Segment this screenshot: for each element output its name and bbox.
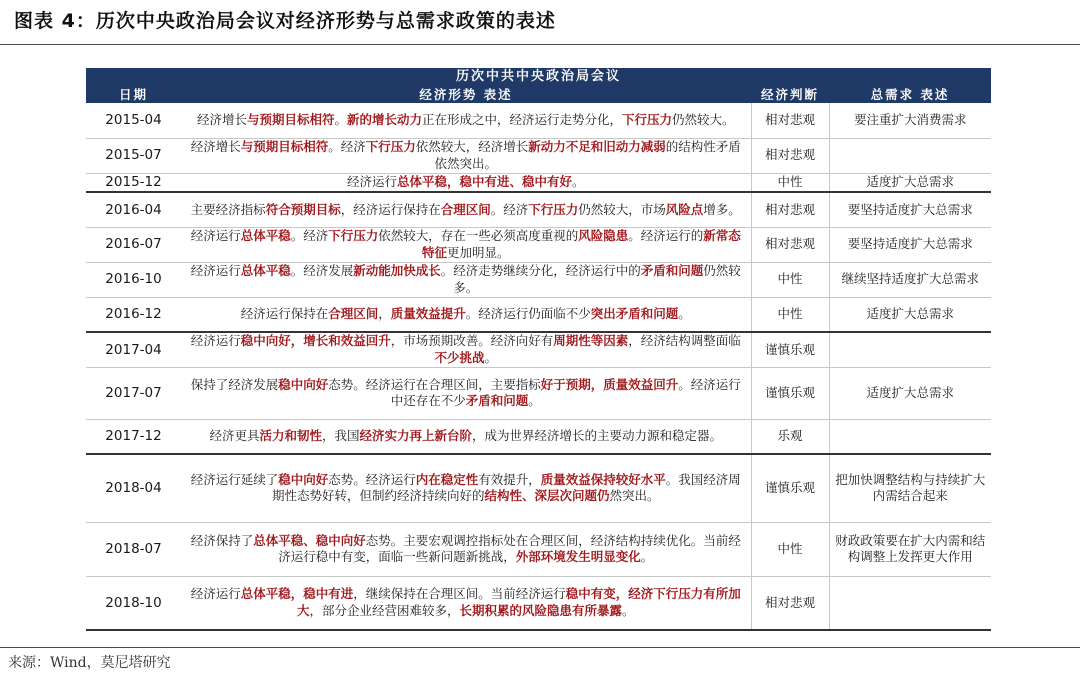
table-row [86, 103, 991, 138]
highlight-phrase: 与预期目标相符 [240, 139, 329, 154]
row-economy-text [181, 454, 751, 522]
text-segment: 。 [678, 306, 691, 321]
row-date: 2016-12 [86, 297, 181, 332]
highlight-phrase: 新常态特征 [421, 228, 741, 260]
highlight-phrase: 新的增长动力 [346, 112, 422, 127]
row-economy-text [181, 192, 751, 227]
table-row [86, 419, 991, 454]
highlight-phrase: 总体平稳，稳中有进 [240, 586, 354, 602]
text-segment: 。 [640, 549, 654, 564]
row-demand: 要注重扩大消费需求 [829, 103, 991, 138]
highlight-phrase: 突出矛盾和问题 [590, 306, 679, 321]
row-demand: 适度扩大总需求 [829, 367, 991, 419]
highlight-phrase: 新动力不足和旧动力减弱 [528, 139, 666, 154]
highlight-phrase: 内在稳定性 [415, 471, 479, 487]
text-segment: 经济运行 [190, 333, 241, 349]
row-demand: 适度扩大总需求 [829, 173, 991, 192]
policy-table [86, 68, 991, 631]
row-date: 2016-04 [86, 192, 181, 227]
figure-title: 图表 4：历次中央政治局会议对经济形势与总需求政策的表述 [14, 10, 556, 32]
text-segment: ，我国 [321, 428, 360, 443]
table-row [86, 522, 991, 576]
highlight-phrase: 活力和韧性 [259, 428, 322, 443]
text-segment: 有效提升， [478, 471, 541, 487]
row-judgement: 中性 [751, 297, 829, 332]
row-judgement: 相对悲观 [751, 576, 829, 630]
highlight-phrase: 长期积累的风险隐患有所暴露 [459, 602, 623, 618]
table-header-row [86, 86, 991, 103]
row-economy-text [181, 297, 751, 332]
highlight-phrase: 稳中向好 [278, 471, 329, 487]
highlight-phrase: 不少挑战 [434, 349, 485, 365]
row-date: 2018-07 [86, 522, 181, 576]
bottom-divider [0, 647, 1080, 648]
table-row [86, 227, 991, 262]
row-date: 2018-10 [86, 576, 181, 630]
row-date: 2017-04 [86, 332, 181, 367]
text-segment: ，继续保持在合理区间。当前经济运行 [353, 586, 566, 602]
table-row [86, 576, 991, 630]
row-judgement: 中性 [751, 522, 829, 576]
highlight-phrase: 下行压力 [365, 139, 416, 154]
row-economy-text [181, 227, 751, 262]
row-date: 2015-12 [86, 173, 181, 192]
row-judgement: 相对悲观 [751, 192, 829, 227]
text-segment: 正在形成之中，经济运行走势分化， [422, 112, 623, 127]
table-title: 历次中共中央政治局会议 [86, 68, 991, 86]
highlight-phrase: 总体平稳 [240, 228, 291, 243]
row-date: 2015-07 [86, 138, 181, 173]
text-segment: 。经济走势继续分化，经济运行中的 [440, 263, 641, 278]
text-segment: 主要经济指标 [190, 201, 266, 217]
text-segment: 。 [528, 393, 541, 408]
text-segment: 。经济运行中还存在不少 [390, 376, 741, 408]
text-segment: 经济运行 [190, 228, 241, 243]
row-demand: 继续坚持适度扩大总需求 [829, 262, 991, 297]
row-judgement: 乐观 [751, 419, 829, 454]
text-segment: 经济运行 [346, 174, 397, 189]
text-segment: 仍然较大，市场 [578, 201, 666, 217]
row-demand: 适度扩大总需求 [829, 297, 991, 332]
row-demand: 要坚持适度扩大总需求 [829, 192, 991, 227]
text-segment: 经济增长 [196, 112, 247, 127]
text-segment: 。 [572, 174, 585, 189]
header-demand: 总需求 表述 [829, 86, 991, 103]
highlight-phrase: 结构性、深层次问题仍 [484, 488, 610, 504]
text-segment: 经济增长 [190, 139, 241, 154]
text-segment: 。 [334, 112, 347, 127]
row-judgement: 中性 [751, 173, 829, 192]
row-date: 2016-10 [86, 262, 181, 297]
text-segment: 仍然较多。 [453, 263, 741, 295]
text-segment: 更加明显。 [447, 244, 510, 260]
row-demand [829, 138, 991, 173]
row-judgement: 中性 [751, 262, 829, 297]
row-demand: 把加快调整结构与持续扩大内需结合起来 [829, 454, 991, 522]
row-judgement: 相对悲观 [751, 227, 829, 262]
row-judgement: 谨慎乐观 [751, 332, 829, 367]
row-demand [829, 419, 991, 454]
source-note: 来源：Wind，莫尼塔研究 [8, 655, 171, 671]
highlight-phrase: 周期性等因素 [553, 333, 629, 349]
table-row [86, 332, 991, 367]
highlight-phrase: 风险点 [665, 201, 704, 217]
text-segment: 经济运行延续了 [190, 471, 279, 487]
row-judgement: 谨慎乐观 [751, 367, 829, 419]
row-economy-text [181, 262, 751, 297]
header-economy: 经济形势 表述 [181, 86, 751, 103]
text-segment: 然突出。 [609, 488, 660, 504]
text-segment: 。经济发展 [290, 263, 354, 278]
highlight-phrase: 矛盾和问题 [465, 393, 529, 408]
text-segment: 。经济 [490, 201, 529, 217]
table-row [86, 262, 991, 297]
highlight-phrase: 符合预期目标 [265, 201, 341, 217]
row-judgement: 相对悲观 [751, 103, 829, 138]
text-segment: ，市场预期改善。经济向好有 [390, 333, 554, 349]
table-row [86, 454, 991, 522]
table-row [86, 367, 991, 419]
text-segment: 经济更具 [209, 428, 260, 443]
text-segment: 。经济 [328, 139, 366, 154]
highlight-phrase: 下行压力 [328, 228, 379, 243]
text-segment: 态势。经济运行 [328, 471, 416, 487]
row-demand [829, 576, 991, 630]
table-row [86, 192, 991, 227]
text-segment: 依然较大，经济增长 [415, 139, 529, 154]
text-segment: 。我国经济周期性态势好转，但制约经济持续向好的 [271, 471, 741, 504]
row-economy-text [181, 173, 751, 192]
row-economy-text [181, 367, 751, 419]
text-segment: 。 [484, 349, 498, 365]
text-segment: 态势。经济运行在合理区间，主要指标 [328, 376, 541, 392]
text-segment: 态势。主要宏观调控指标处在合理区间，经济结构持续优化。当前经济运行稳中有变，面临一些新问题新挑战， [278, 532, 741, 564]
text-segment: 依然较大，存在一些必须高度重视的 [378, 228, 579, 243]
text-segment: ， [378, 306, 391, 321]
text-segment: 。经济 [290, 228, 329, 243]
highlight-phrase: 外部环境发生明显变化 [515, 549, 641, 564]
text-segment: 经济保持了 [190, 532, 254, 548]
row-date: 2018-04 [86, 454, 181, 522]
highlight-phrase: 与预期目标相符 [246, 112, 335, 127]
text-segment: ，经济结构调整面临 [628, 333, 741, 349]
header-judgement: 经济判断 [751, 86, 829, 103]
row-demand [829, 332, 991, 367]
row-economy-text [181, 332, 751, 367]
highlight-phrase: 总体平稳 [240, 263, 291, 278]
highlight-phrase: 稳中向好 [278, 376, 329, 392]
highlight-phrase: 总体平稳、稳中向好 [253, 532, 366, 548]
row-economy-text [181, 138, 751, 173]
highlight-phrase: 风险隐患 [578, 228, 629, 243]
text-segment: 保持了经济发展 [190, 376, 279, 392]
table-row [86, 138, 991, 173]
top-divider [0, 44, 1080, 45]
highlight-phrase: 总体平稳，稳中有进、稳中有好 [396, 174, 572, 189]
table-title-row [86, 68, 991, 86]
text-segment: 。经济运行的 [628, 228, 704, 243]
highlight-phrase: 质量效益提升 [390, 306, 466, 321]
highlight-phrase: 稳中有变，经济下行压力有所加大 [296, 586, 741, 618]
text-segment: 经济运行保持在 [240, 306, 329, 321]
highlight-phrase: 经济实力再上新台阶 [359, 428, 473, 443]
highlight-phrase: 合理区间 [328, 306, 379, 321]
highlight-phrase: 下行压力 [528, 201, 579, 217]
highlight-phrase: 新动能加快成长 [353, 263, 441, 278]
highlight-phrase: 好于预期，质量效益回升 [540, 376, 679, 392]
row-date: 2017-12 [86, 419, 181, 454]
row-economy-text [181, 576, 751, 630]
text-segment: ，部分企业经营困难较多， [309, 602, 460, 618]
highlight-phrase: 稳中向好，增长和效益回升 [240, 333, 391, 349]
highlight-phrase: 合理区间 [440, 201, 491, 217]
text-segment: 。经济运行仍面临不少 [465, 306, 591, 321]
row-judgement: 相对悲观 [751, 138, 829, 173]
text-segment: 经济运行 [190, 263, 241, 278]
row-demand: 财政政策要在扩大内需和结构调整上发挥更大作用 [829, 522, 991, 576]
table-row [86, 173, 991, 192]
highlight-phrase: 质量效益保持较好水平 [540, 471, 666, 487]
text-segment: 增多。 [703, 201, 741, 217]
text-segment: 的结构性矛盾依然突出。 [434, 139, 741, 171]
text-segment: 仍然较大。 [672, 112, 735, 127]
text-segment: ，经济运行保持在 [340, 201, 441, 217]
header-date: 日期 [86, 86, 181, 103]
text-segment: ，成为世界经济增长的主要动力源和稳定器。 [472, 428, 723, 443]
row-date: 2016-07 [86, 227, 181, 262]
text-segment: 经济运行 [190, 586, 241, 602]
row-date: 2017-07 [86, 367, 181, 419]
highlight-phrase: 下行压力 [622, 112, 673, 127]
table-row [86, 297, 991, 332]
text-segment: 。 [622, 602, 635, 618]
row-judgement: 谨慎乐观 [751, 454, 829, 522]
row-date: 2015-04 [86, 103, 181, 138]
row-economy-text [181, 103, 751, 138]
row-demand: 要坚持适度扩大总需求 [829, 227, 991, 262]
row-economy-text [181, 522, 751, 576]
highlight-phrase: 矛盾和问题 [640, 263, 704, 278]
row-economy-text [181, 419, 751, 454]
